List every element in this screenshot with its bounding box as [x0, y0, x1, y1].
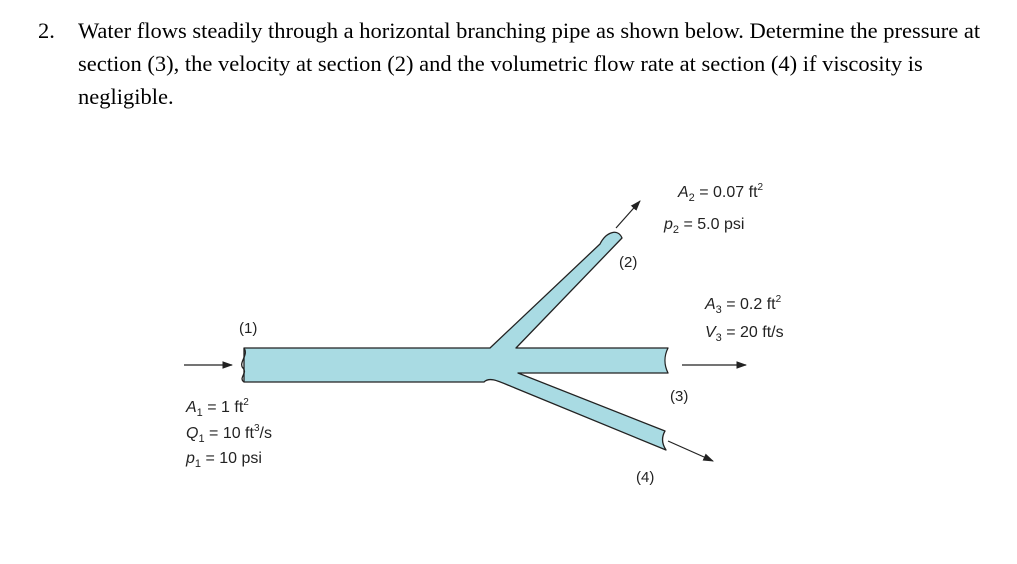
section-3-label: (3)	[670, 388, 689, 405]
section2-area: $A_2 = 0.07$ $ft^2$	[678, 182, 764, 204]
branch4-flow-arrow	[668, 441, 713, 461]
section2-pressure: $p_2 = 5.0$ psi	[664, 216, 745, 236]
section1-area: $A_1 = 1$ $ft^2$	[186, 397, 249, 419]
section1-pressure: $p_1 = 10$ psi	[186, 450, 262, 470]
section1-flowrate: $Q_1 = 10$ $ft^3/s$	[186, 423, 272, 445]
pipe-body	[244, 232, 668, 450]
problem-text: Water flows steadily through a horizontal branching pipe as shown below. Determine the pressure at section (3), the velocity at section (2) and the volumetric flow rate at section (4) if viscosity is negligible.	[78, 18, 981, 109]
branch2-flow-arrow	[616, 201, 640, 228]
section-1-label: (1)	[239, 320, 258, 337]
section-4-label: (4)	[636, 469, 655, 486]
section-2-label: (2)	[619, 254, 638, 271]
section3-velocity: $V_3 = 20$ ft/s	[705, 324, 784, 344]
section3-area: $A_3 = 0.2$ $ft^2$	[705, 294, 782, 316]
problem-number: 2.	[38, 18, 55, 43]
